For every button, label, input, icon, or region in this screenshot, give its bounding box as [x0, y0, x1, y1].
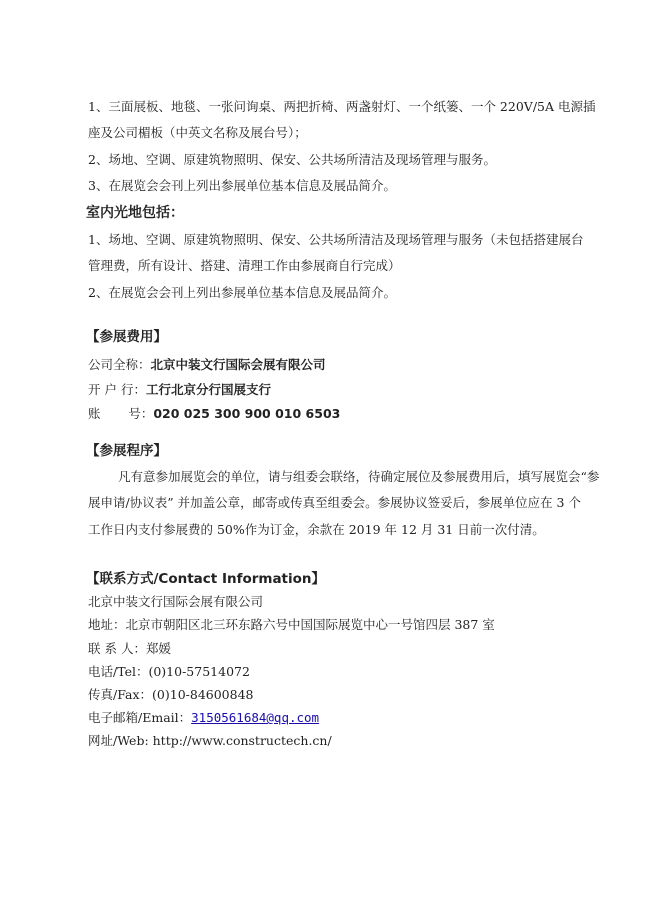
bank-label: 开 户 行：: [88, 382, 146, 397]
procedure-line-2: 展申请/协议表” 并加盖公章，邮寄或传真至组委会。参展协议签妥后，参展单位应在 3 个: [88, 495, 581, 510]
booth-includes-line-2: 座及公司楣板（中英文名称及展台号）；: [88, 125, 307, 140]
bank-row: [88, 382, 271, 398]
procedure-line-1: 凡有意参加展览会的单位，请与组委会联络，待确定展位及参展费用后，填写展览会“参: [118, 469, 600, 484]
procedure-line-3: 工作日内支付参展费的 50%作为订金，余款在 2019 年 12 月 31 日前一次付清。: [88, 522, 545, 537]
booth-includes-line-4: 3、在展览会会刊上列出参展单位基本信息及展品简介。: [88, 178, 396, 193]
account-value: 020 025 300 900 010 6503: [153, 406, 341, 421]
procedure-heading: 【参展程序】: [86, 443, 167, 459]
contact-tel: 电话/Tel：(0)10-57514072: [88, 664, 250, 679]
contact-company: 北京中装文行国际会展有限公司: [88, 594, 264, 609]
raw-space-heading: 室内光地包括：: [86, 205, 184, 221]
account-row: [88, 406, 340, 422]
fees-heading: 【参展费用】: [86, 329, 167, 345]
contact-address: 地址：北京市朝阳区北三环东路六号中国国际展览中心一号馆四层 387 室: [88, 617, 495, 632]
company-value: 北京中装文行国际会展有限公司: [150, 357, 326, 372]
email-link[interactable]: 3150561684@qq.com: [191, 710, 320, 725]
account-label: 账 号：: [88, 406, 154, 421]
contact-heading: 【联系方式/Contact Information】: [86, 571, 326, 587]
booth-includes-line-1: 1、三面展板、地毯、一张问询桌、两把折椅、两盏射灯、一个纸篓、一个 220V/5A 电源插: [88, 99, 596, 114]
contact-fax: 传真/Fax：(0)10-84600848: [88, 687, 254, 702]
company-label: 公司全称：: [88, 357, 151, 372]
raw-space-line-3: 2、在展览会会刊上列出参展单位基本信息及展品简介。: [88, 285, 396, 300]
contact-email-row: [88, 710, 319, 726]
contact-person: 联 系 人：郑媛: [88, 641, 171, 656]
bank-value: 工行北京分行国展支行: [145, 382, 271, 397]
email-label: 电子邮箱/Email：: [88, 710, 192, 725]
company-row: [88, 357, 326, 373]
booth-includes-line-3: 2、场地、空调、原建筑物照明、保安、公共场所清洁及现场管理与服务。: [88, 152, 496, 167]
raw-space-line-2: 管理费，所有设计、搭建、清理工作由参展商自行完成）: [88, 258, 401, 273]
contact-web[interactable]: 网址/Web: http://www.constructech.cn/: [88, 733, 332, 748]
raw-space-line-1: 1、场地、空调、原建筑物照明、保安、公共场所清洁及现场管理与服务（未包括搭建展台: [88, 232, 584, 247]
